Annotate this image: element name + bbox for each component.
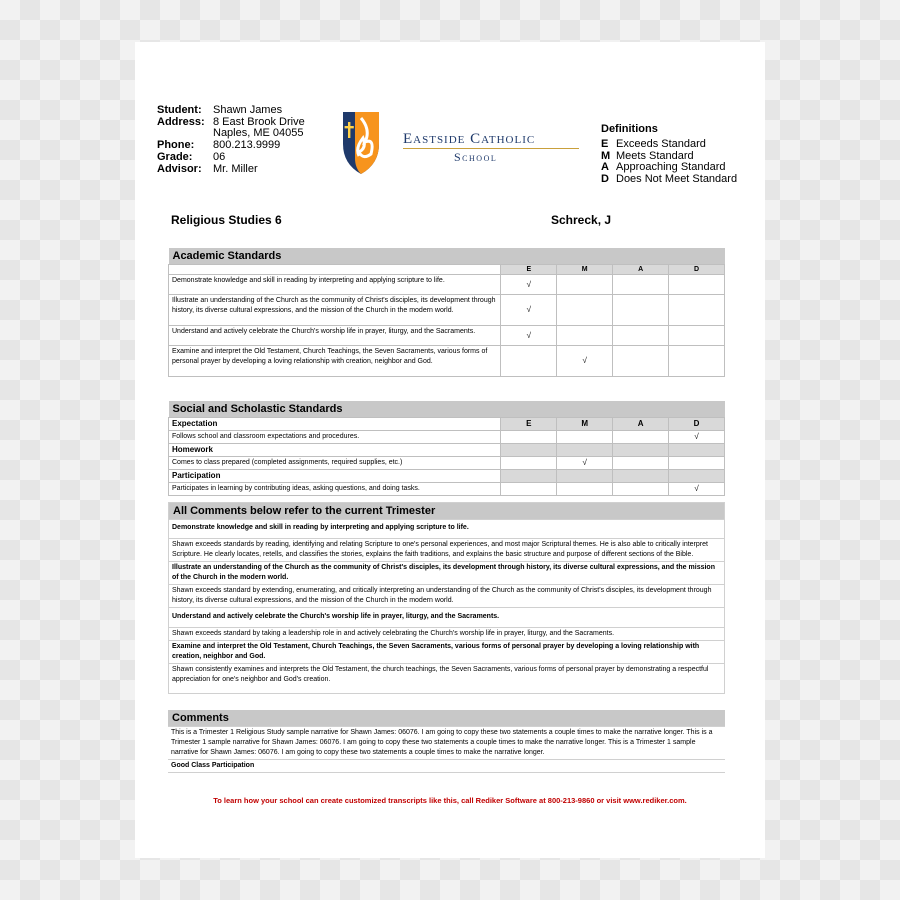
grade-cell-a bbox=[613, 431, 669, 444]
col-header-m: M bbox=[557, 265, 613, 275]
advisor-label: Advisor: bbox=[157, 162, 202, 175]
table-row: Demonstrate knowledge and skill in reading by interpreting and applying scripture to life. √ bbox=[169, 275, 725, 295]
student-info bbox=[157, 105, 305, 175]
grade-value: 06 bbox=[213, 150, 226, 163]
social-standards-table: Social and Scholastic Standards Expectation E M A D Follows school and classroom expectations and procedures. √ Homework Comes to class prepared (completed assignments, required supplies, etc.) √ Participation Participates in learning by contributing ideas, asking questions, and doing tasks. √ bbox=[168, 401, 725, 496]
standard-text: Demonstrate knowledge and skill in reading by interpreting and applying scripture to life. bbox=[169, 520, 725, 539]
school-name-line-1: Eastside Catholic bbox=[403, 131, 536, 147]
col-header-e: E bbox=[501, 265, 557, 275]
student-name: Shawn James bbox=[213, 104, 283, 116]
check-mark-icon: √ bbox=[501, 326, 557, 346]
standard-text: Understand and actively celebrate the Church's worship life in prayer, liturgy, and the Sacraments. bbox=[169, 608, 725, 628]
definition-item: D Does Not Meet Standard bbox=[601, 173, 738, 186]
section-title: Academic Standards bbox=[169, 248, 725, 265]
narrative-text: This is a Trimester 1 Religious Study sample narrative for Shawn James: 06076. I am going to copy these two statements a couple times to make the narrative longer. This is a Trimester 1 sample narrative for Shawn James: 06076. I am going to copy these two statements a couple times to make the narrative longer. This is a Trimester 1 sample narrative for Shawn James: 06076. I am going to copy these two statements a couple times to make the narrative longer. bbox=[168, 727, 725, 760]
trimester-comments-section bbox=[168, 502, 725, 694]
phone-label: Phone: bbox=[157, 139, 195, 152]
grade-cell-a bbox=[613, 483, 669, 496]
table-row: Follows school and classroom expectations and procedures. √ bbox=[169, 431, 725, 444]
definition-item: A Approaching Standard bbox=[601, 161, 726, 174]
group-expectation: Expectation bbox=[169, 418, 501, 431]
table-row: Participates in learning by contributing ideas, asking questions, and doing tasks. √ bbox=[169, 483, 725, 496]
grade-cell-a bbox=[613, 326, 669, 346]
report-card-page bbox=[135, 42, 765, 858]
school-name-line-2: School bbox=[454, 150, 498, 164]
comments-footer-label: Good Class Participation bbox=[168, 760, 725, 773]
grade-cell-d bbox=[669, 457, 725, 470]
grade-cell-a bbox=[613, 346, 669, 377]
grade-cell-a bbox=[613, 275, 669, 295]
school-logo bbox=[341, 108, 581, 178]
social-standards-section bbox=[168, 401, 725, 496]
course-name: Religious Studies 6 bbox=[171, 213, 282, 227]
check-mark-icon: √ bbox=[557, 346, 613, 377]
group-participation: Participation bbox=[169, 470, 501, 483]
teacher-name: Schreck, J bbox=[551, 213, 612, 227]
check-mark-icon: √ bbox=[669, 431, 725, 444]
group-homework: Homework bbox=[169, 444, 501, 457]
definitions-title: Definitions bbox=[601, 123, 658, 135]
check-mark-icon: √ bbox=[501, 275, 557, 295]
grade-cell-m bbox=[557, 326, 613, 346]
grade-cell-d bbox=[669, 346, 725, 377]
grade-cell-d bbox=[669, 275, 725, 295]
grade-cell-m bbox=[557, 295, 613, 326]
comment-text: Shawn exceeds standards by reading, identifying and relating Scripture to one's personal experiences, and most major Scriptural themes. He is also able to critically interpret Scripture. He clearly locates, retells, and classifies the stories, explains the faith traditions, and explains the basic structure and purpose of different sections of the Bible. bbox=[169, 539, 725, 562]
definition-item: M Meets Standard bbox=[601, 149, 694, 162]
advisor-value: Mr. Miller bbox=[213, 162, 258, 175]
section-title: Social and Scholastic Standards bbox=[169, 401, 725, 418]
comment-text: Shawn exceeds standard by extending, enumerating, and critically interpreting an understanding of the Church as the community of Christ's disciples, its development through history, its diverse cultural expressions, and the mission of the Church in the modern world. bbox=[169, 585, 725, 608]
grade-cell-e bbox=[501, 431, 557, 444]
grade-cell-e bbox=[501, 457, 557, 470]
table-row: Comes to class prepared (completed assignments, required supplies, etc.) √ bbox=[169, 457, 725, 470]
grade-cell-e bbox=[501, 346, 557, 377]
footer-note: To learn how your school can create customized transcripts like this, call Rediker Software at 800-213-9860 or visit www.rediker.com. bbox=[213, 796, 687, 805]
grade-cell-m bbox=[557, 431, 613, 444]
address-line-1: 8 East Brook Drive bbox=[213, 115, 305, 128]
grade-label: Grade: bbox=[157, 150, 193, 163]
grade-cell-d bbox=[669, 326, 725, 346]
check-mark-icon: √ bbox=[501, 295, 557, 326]
grade-cell-m bbox=[557, 275, 613, 295]
academic-standards-table bbox=[168, 248, 725, 377]
grade-cell-d bbox=[669, 295, 725, 326]
phone-value: 800.213.9999 bbox=[213, 139, 281, 152]
grade-cell-e bbox=[501, 483, 557, 496]
check-mark-icon: √ bbox=[669, 483, 725, 496]
address-line-2: Naples, ME 04055 bbox=[213, 127, 304, 140]
col-header-a: A bbox=[613, 265, 669, 275]
definitions bbox=[601, 124, 737, 186]
comments-table bbox=[168, 710, 725, 773]
section-title: Comments bbox=[168, 710, 725, 727]
academic-standards-section bbox=[168, 248, 725, 377]
comment-text: Shawn consistently examines and interprets the Old Testament, the church teachings, the Seven Sacraments, various forms of personal prayer by demonstrating a respectful appreciation for one's neighbor and God's creation. bbox=[169, 664, 725, 694]
col-header-d: D bbox=[669, 265, 725, 275]
standard-text: Examine and interpret the Old Testament, Church Teachings, the Seven Sacraments, various forms of personal prayer by developing a loving relationship with creation, neighbor and God. bbox=[169, 641, 725, 664]
table-row: Understand and actively celebrate the Church's worship life in prayer, liturgy, and the Sacraments. √ bbox=[169, 326, 725, 346]
section-title: All Comments below refer to the current Trimester bbox=[169, 503, 725, 520]
standard-text: Illustrate an understanding of the Church as the community of Christ's disciples, its development through history, its diverse cultural expressions, and the mission of the Church in the modern world. bbox=[169, 562, 725, 585]
definition-item: E Exceeds Standard bbox=[601, 137, 706, 150]
grade-cell-m bbox=[557, 483, 613, 496]
table-row: Illustrate an understanding of the Church as the community of Christ's disciples, its development through history, its diverse cultural expressions, and the mission of the Church in the modern world. √ bbox=[169, 295, 725, 326]
comments-section bbox=[168, 710, 725, 773]
trimester-comments-table bbox=[168, 502, 725, 694]
grade-cell-a bbox=[613, 295, 669, 326]
address-label: Address: bbox=[157, 115, 205, 128]
student-label: Student: bbox=[157, 104, 202, 116]
check-mark-icon: √ bbox=[557, 457, 613, 470]
comment-text: Shawn exceeds standard by taking a leadership role in and actively celebrating the Church's worship life in prayer, liturgy, and the Sacraments. bbox=[169, 628, 725, 641]
table-row: Examine and interpret the Old Testament, Church Teachings, the Seven Sacraments, various forms of personal prayer by developing a loving relationship with creation, neighbor and God. √ bbox=[169, 346, 725, 377]
shield-icon bbox=[341, 108, 381, 176]
grade-cell-a bbox=[613, 457, 669, 470]
